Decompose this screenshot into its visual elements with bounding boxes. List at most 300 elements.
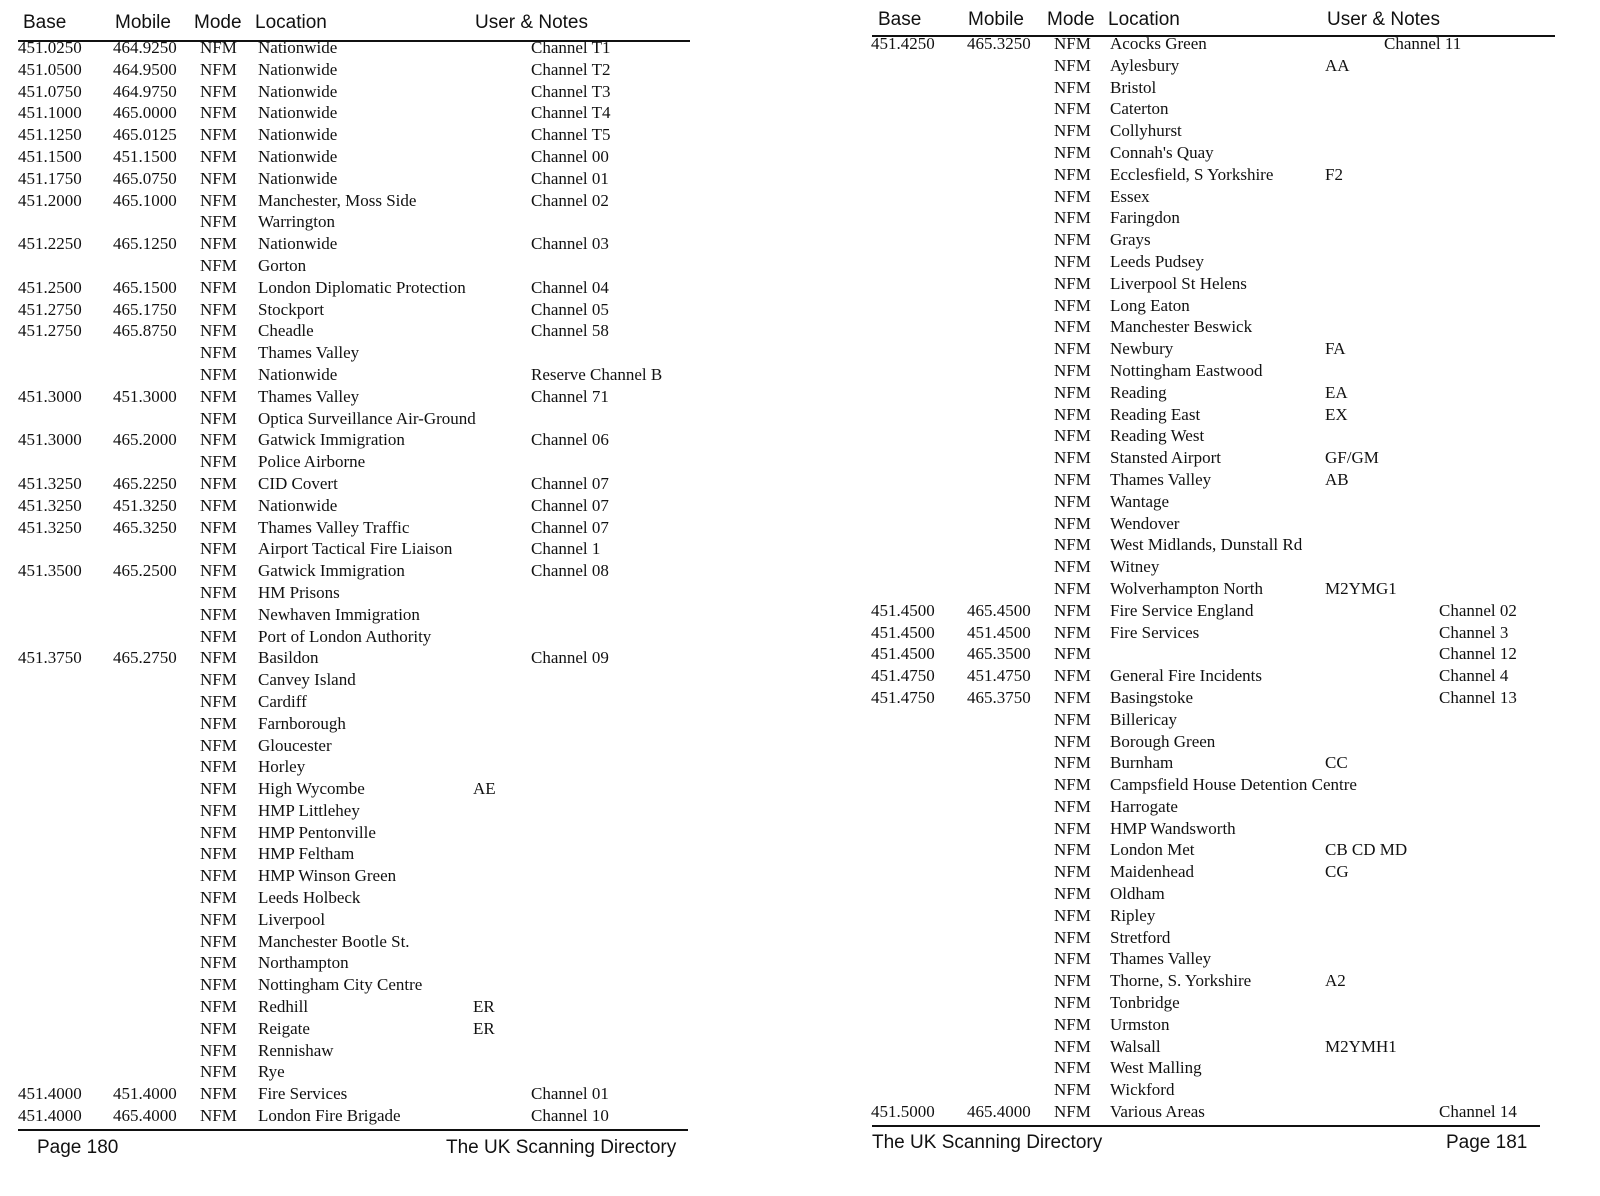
table-row [860, 338, 1600, 360]
location: Manchester Bootle St. [258, 931, 410, 951]
location: Thames Valley Traffic [258, 517, 410, 537]
mobile-frequency: 464.9500 [113, 59, 177, 79]
location: Gatwick Immigration [258, 430, 405, 450]
table-row [0, 952, 700, 974]
table-row [860, 77, 1600, 99]
table-row [0, 320, 700, 342]
location: Thorne, S. Yorkshire [1110, 971, 1252, 991]
table-row [0, 626, 700, 648]
column-header-mode: Mode [194, 12, 242, 33]
mode: NFM [1054, 186, 1091, 206]
mode: NFM [1054, 230, 1091, 250]
table-row [0, 1061, 700, 1083]
location: Long Eaton [1110, 295, 1190, 315]
location: Borough Green [1110, 731, 1216, 751]
mode: NFM [1054, 99, 1091, 119]
mobile-frequency: 465.1250 [113, 234, 177, 254]
location: Newhaven Immigration [258, 604, 420, 624]
mode: NFM [1054, 360, 1091, 380]
table-row [860, 425, 1600, 447]
user-code: EA [1325, 382, 1348, 402]
channel-note: Channel 09 [531, 648, 609, 668]
location: Airport Tactical Fire Liaison [258, 539, 453, 559]
table-row [0, 190, 700, 212]
directory-title: The UK Scanning Directory [872, 1132, 1103, 1153]
location: Fire Service England [1110, 600, 1254, 620]
table-row [860, 382, 1600, 404]
table-row [0, 604, 700, 626]
mode: NFM [200, 495, 237, 515]
table-row [0, 1083, 700, 1105]
base-frequency: 451.0500 [18, 59, 82, 79]
location: Thames Valley [1110, 469, 1212, 489]
column-header-location: Location [1108, 9, 1180, 30]
location: Caterton [1110, 99, 1169, 119]
location: Maidenhead [1110, 862, 1195, 882]
mode: NFM [200, 364, 237, 384]
mode: NFM [1054, 796, 1091, 816]
mobile-frequency: 465.1000 [113, 190, 177, 210]
table-row [860, 491, 1600, 513]
mobile-frequency: 465.4000 [967, 1102, 1031, 1122]
mode: NFM [1054, 1058, 1091, 1078]
table-row [860, 295, 1600, 317]
table-row [0, 211, 700, 233]
mode: NFM [1054, 666, 1091, 686]
table-row [860, 948, 1600, 970]
mode: NFM [200, 975, 237, 995]
location: Faringdon [1110, 208, 1180, 228]
table-row [0, 124, 700, 146]
user-code: AE [473, 779, 496, 799]
user-code: ER [473, 997, 495, 1017]
location: Wantage [1110, 491, 1170, 511]
location: Manchester Beswick [1110, 317, 1253, 337]
location: Gorton [258, 255, 307, 275]
location: Nationwide [258, 103, 338, 123]
location: Nationwide [258, 38, 338, 57]
table-row [860, 316, 1600, 338]
table-row [860, 33, 1600, 55]
table-row [860, 55, 1600, 77]
table-row [0, 647, 700, 669]
mode: NFM [1054, 927, 1091, 947]
table-row [0, 1040, 700, 1062]
column-header-mobile: Mobile [115, 12, 171, 33]
mode: NFM [200, 59, 237, 79]
table-row [0, 386, 700, 408]
base-frequency: 451.4750 [871, 666, 935, 686]
location: Nottingham City Centre [258, 975, 423, 995]
mobile-frequency: 465.2250 [113, 473, 177, 493]
location: Police Airborne [258, 452, 366, 472]
mode: NFM [200, 800, 237, 820]
mode: NFM [1054, 34, 1091, 53]
channel-note: Channel 11 [1384, 34, 1462, 53]
location: Stockport [258, 299, 325, 319]
mobile-frequency: 451.3250 [113, 495, 177, 515]
mode: NFM [1054, 164, 1091, 184]
column-header-base: Base [23, 12, 67, 33]
location: Bristol [1110, 77, 1157, 97]
location: Rye [258, 1062, 285, 1082]
table-row [0, 582, 700, 604]
channel-note: Channel 00 [531, 146, 609, 166]
location: Leeds Pudsey [1110, 251, 1204, 271]
table-row [0, 277, 700, 299]
location: Nationwide [258, 168, 338, 188]
table-row [860, 839, 1600, 861]
base-frequency: 451.1000 [18, 103, 82, 123]
mode: NFM [1054, 644, 1091, 664]
location: Ripley [1110, 905, 1156, 925]
table-row [860, 534, 1600, 556]
table-row [0, 822, 700, 844]
location: Gatwick Immigration [258, 561, 405, 581]
channel-note: Channel 3 [1439, 622, 1509, 642]
mode: NFM [1054, 971, 1091, 991]
channel-note: Channel 1 [531, 539, 601, 559]
column-header-base: Base [878, 9, 922, 30]
mode: NFM [1054, 142, 1091, 162]
base-frequency: 451.2000 [18, 190, 82, 210]
location: HMP Wandsworth [1110, 818, 1236, 838]
base-frequency: 451.3500 [18, 561, 82, 581]
base-frequency: 451.4750 [871, 687, 935, 707]
table-row [0, 255, 700, 277]
base-frequency: 451.2750 [18, 299, 82, 319]
channel-note: Channel 4 [1439, 666, 1509, 686]
location: Stansted Airport [1110, 448, 1221, 468]
mode: NFM [1054, 55, 1091, 75]
base-frequency: 451.4500 [871, 600, 935, 620]
location: Newbury [1110, 339, 1174, 359]
table-row [0, 299, 700, 321]
user-code: F2 [1325, 164, 1343, 184]
user-code: FA [1325, 339, 1346, 359]
table-row [0, 146, 700, 168]
user-code: A2 [1325, 971, 1346, 991]
location: Rennishaw [258, 1040, 334, 1060]
channel-note: Channel T5 [531, 125, 611, 145]
mobile-frequency: 465.3250 [967, 34, 1031, 53]
location: Nationwide [258, 234, 338, 254]
mode: NFM [200, 822, 237, 842]
location: Various Areas [1110, 1102, 1205, 1122]
table-row [860, 1101, 1600, 1123]
footer-rule [18, 1129, 688, 1131]
location: Ecclesfield, S Yorkshire [1110, 164, 1274, 184]
table-row [0, 451, 700, 473]
channel-note: Channel 10 [531, 1106, 609, 1126]
channel-note: Channel 13 [1439, 687, 1517, 707]
table-row [0, 1105, 700, 1127]
channel-note: Channel 12 [1439, 644, 1517, 664]
location: Northampton [258, 953, 349, 973]
page-181 [860, 0, 1600, 1196]
table-row [0, 996, 700, 1018]
location: Harrogate [1110, 796, 1178, 816]
mode: NFM [200, 670, 237, 690]
table-row [860, 643, 1600, 665]
location: HM Prisons [258, 582, 340, 602]
channel-note: Channel 07 [531, 495, 609, 515]
channel-note: Channel 07 [531, 517, 609, 537]
mode: NFM [1054, 884, 1091, 904]
mode: NFM [1054, 600, 1091, 620]
location: Reading East [1110, 404, 1201, 424]
location: Connah's Quay [1110, 142, 1214, 162]
mode: NFM [200, 735, 237, 755]
mobile-frequency: 465.3500 [967, 644, 1031, 664]
table-row [0, 538, 700, 560]
table-row [860, 905, 1600, 927]
table-row [0, 691, 700, 713]
location: Campsfield House Detention Centre [1110, 775, 1357, 795]
mode: NFM [1054, 121, 1091, 141]
location: HMP Feltham [258, 844, 355, 864]
table-row [860, 404, 1600, 426]
user-code: CG [1325, 862, 1349, 882]
location: Canvey Island [258, 670, 356, 690]
location: Stretford [1110, 927, 1171, 947]
table-row [0, 974, 700, 996]
table-row [0, 865, 700, 887]
table-row [860, 142, 1600, 164]
column-header-user-notes: User & Notes [475, 12, 588, 33]
table-row [0, 735, 700, 757]
page-number: Page 181 [1446, 1132, 1528, 1153]
mode: NFM [1054, 905, 1091, 925]
location: HMP Winson Green [258, 866, 397, 886]
table-row [0, 887, 700, 909]
table-row [0, 233, 700, 255]
mode: NFM [200, 713, 237, 733]
location: CID Covert [258, 473, 338, 493]
mode: NFM [200, 1084, 237, 1104]
table-row [860, 992, 1600, 1014]
mode: NFM [200, 931, 237, 951]
base-frequency: 451.3000 [18, 430, 82, 450]
channel-note: Channel 07 [531, 473, 609, 493]
table-row [0, 713, 700, 735]
table-row [0, 342, 700, 364]
location: London Fire Brigade [258, 1106, 401, 1126]
table-row [0, 843, 700, 865]
location: Farnborough [258, 713, 346, 733]
table-row [0, 800, 700, 822]
base-frequency: 451.5000 [871, 1102, 935, 1122]
mode: NFM [200, 604, 237, 624]
channel-note: Channel 58 [531, 321, 609, 341]
location: HMP Pentonville [258, 822, 376, 842]
page-180 [0, 0, 700, 1196]
location: Acocks Green [1110, 34, 1207, 53]
mode: NFM [200, 103, 237, 123]
location: Nationwide [258, 81, 338, 101]
table-row [0, 909, 700, 931]
mode: NFM [1054, 622, 1091, 642]
base-frequency: 451.1500 [18, 146, 82, 166]
mode: NFM [200, 1106, 237, 1126]
location: Nationwide [258, 146, 338, 166]
page-number: Page 180 [37, 1137, 119, 1158]
location: Reigate [258, 1018, 310, 1038]
base-frequency: 451.1750 [18, 168, 82, 188]
column-header-location: Location [255, 12, 327, 33]
mode: NFM [1054, 295, 1091, 315]
location: Basingstoke [1110, 687, 1194, 707]
mode: NFM [200, 146, 237, 166]
location: Nationwide [258, 364, 338, 384]
location: Burnham [1110, 753, 1174, 773]
mode: NFM [1054, 949, 1091, 969]
mode: NFM [200, 452, 237, 472]
mobile-frequency: 465.4000 [113, 1106, 177, 1126]
mode: NFM [200, 582, 237, 602]
location: Redhill [258, 997, 309, 1017]
user-code: M2YMH1 [1325, 1036, 1397, 1056]
base-frequency: 451.0750 [18, 81, 82, 101]
location: Billericay [1110, 709, 1178, 729]
mode: NFM [1054, 557, 1091, 577]
mode: NFM [1054, 731, 1091, 751]
location: Nationwide [258, 495, 338, 515]
mode: NFM [200, 299, 237, 319]
mode: NFM [200, 1040, 237, 1060]
base-frequency: 451.4500 [871, 622, 935, 642]
mobile-frequency: 451.1500 [113, 146, 177, 166]
mode: NFM [200, 277, 237, 297]
mode: NFM [1054, 818, 1091, 838]
mode: NFM [1054, 339, 1091, 359]
location: Warrington [258, 212, 335, 232]
table-row [860, 818, 1600, 840]
mode: NFM [1054, 775, 1091, 795]
mode: NFM [200, 343, 237, 363]
table-row [860, 164, 1600, 186]
mode: NFM [200, 430, 237, 450]
location: Fire Services [258, 1084, 348, 1104]
table-row [860, 600, 1600, 622]
mode: NFM [1054, 491, 1091, 511]
table-row [0, 931, 700, 953]
mode: NFM [1054, 535, 1091, 555]
channel-note: Channel 71 [531, 386, 609, 406]
base-frequency: 451.1250 [18, 125, 82, 145]
table-row [0, 756, 700, 778]
table-row [860, 360, 1600, 382]
table-row [0, 102, 700, 124]
table-row [860, 273, 1600, 295]
location: Walsall [1110, 1036, 1161, 1056]
table-row [860, 1014, 1600, 1036]
location: Gloucester [258, 735, 332, 755]
base-frequency: 451.3250 [18, 495, 82, 515]
table-row [860, 513, 1600, 535]
mode: NFM [1054, 1080, 1091, 1100]
table-row [0, 408, 700, 430]
location: High Wycombe [258, 779, 365, 799]
table-row [860, 774, 1600, 796]
mode: NFM [1054, 753, 1091, 773]
base-frequency: 451.2250 [18, 234, 82, 254]
location: Reading [1110, 382, 1167, 402]
location: Nottingham Eastwood [1110, 360, 1263, 380]
table-row [0, 59, 700, 81]
mode: NFM [200, 757, 237, 777]
location: Wendover [1110, 513, 1180, 533]
location: Nationwide [258, 125, 338, 145]
base-frequency: 451.3000 [18, 386, 82, 406]
mode: NFM [1054, 251, 1091, 271]
table-row [0, 560, 700, 582]
location: West Malling [1110, 1058, 1202, 1078]
mobile-frequency: 451.4000 [113, 1084, 177, 1104]
mode: NFM [200, 691, 237, 711]
directory-title: The UK Scanning Directory [446, 1137, 677, 1158]
mode: NFM [200, 125, 237, 145]
mobile-frequency: 464.9750 [113, 81, 177, 101]
location: Nationwide [258, 59, 338, 79]
channel-note: Reserve Channel B [531, 364, 663, 384]
location: Optica Surveillance Air-Ground [258, 408, 476, 428]
mode: NFM [1054, 709, 1091, 729]
mode: NFM [1054, 273, 1091, 293]
table-row [0, 364, 700, 386]
location: Basildon [258, 648, 319, 668]
table-row [0, 1018, 700, 1040]
table-row [0, 81, 700, 103]
table-row [0, 37, 700, 59]
mode: NFM [200, 234, 237, 254]
table-row [860, 687, 1600, 709]
table-row [860, 578, 1600, 600]
location: Aylesbury [1110, 55, 1180, 75]
location: HMP Littlehey [258, 800, 360, 820]
mobile-frequency: 465.0125 [113, 125, 177, 145]
location: Wolverhampton North [1110, 578, 1264, 598]
mode: NFM [200, 844, 237, 864]
mode: NFM [200, 408, 237, 428]
table-row [860, 447, 1600, 469]
mode: NFM [200, 997, 237, 1017]
mobile-frequency: 465.4500 [967, 600, 1031, 620]
mode: NFM [200, 561, 237, 581]
mode: NFM [200, 648, 237, 668]
location: Collyhurst [1110, 121, 1182, 141]
location: Tonbridge [1110, 993, 1180, 1013]
location: London Diplomatic Protection [258, 277, 466, 297]
location: Manchester, Moss Side [258, 190, 417, 210]
location: Thames Valley [258, 343, 360, 363]
table-row [860, 796, 1600, 818]
base-frequency: 451.3250 [18, 517, 82, 537]
location: Grays [1110, 230, 1151, 250]
mode: NFM [200, 168, 237, 188]
channel-note: Channel 02 [531, 190, 609, 210]
table-row [860, 752, 1600, 774]
mode: NFM [200, 517, 237, 537]
mode: NFM [200, 386, 237, 406]
base-frequency: 451.4000 [18, 1084, 82, 1104]
channel-note: Channel 05 [531, 299, 609, 319]
table-row [860, 186, 1600, 208]
location: Leeds Holbeck [258, 888, 361, 908]
base-frequency: 451.3250 [18, 473, 82, 493]
table-row [860, 883, 1600, 905]
table-row [860, 251, 1600, 273]
